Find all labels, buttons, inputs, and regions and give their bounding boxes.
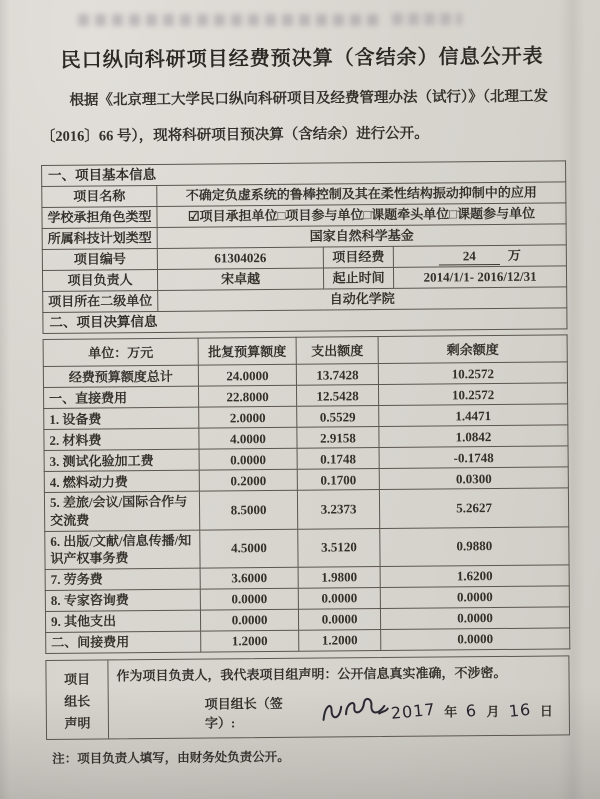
fund-unit: 万 [507, 248, 521, 264]
row-spent: 13.7428 [296, 364, 378, 386]
row-label: 一、直接费用 [44, 387, 199, 409]
row-remaining: 10.2572 [378, 362, 567, 385]
row-approved: 22.8000 [198, 386, 296, 408]
row-spent: 1.2000 [299, 629, 381, 651]
declaration-body [108, 656, 569, 739]
row-approved: 0.0000 [199, 449, 297, 471]
project-number-label: 项目编号 [42, 249, 157, 271]
row-label: 3. 测试化验加工费 [44, 450, 199, 472]
intro-paragraph: 根据《北京理工大学民口纵向科研项目及经费管理办法（试行）》（北理工发〔2016〕66 号），现将科研项目预决算（含结余）进行公开。 [40, 88, 549, 145]
row-spent: 3.2373 [297, 490, 379, 529]
basic-info-table [41, 160, 567, 334]
project-number-value: 61304026 [157, 247, 323, 269]
row-spent: 0.0000 [298, 587, 380, 609]
section-header-budget-info [43, 308, 567, 334]
row-spent: 0.0000 [298, 608, 380, 630]
row-remaining: 0.0000 [381, 628, 570, 651]
section-title: 一、项目基本信息 [42, 161, 566, 187]
row-label: 1. 设备费 [44, 408, 199, 430]
page-title: 民口纵向科研项目经费预决算（含结余）信息公开表 [60, 45, 544, 72]
row-approved: 24.0000 [198, 365, 296, 387]
row-approved: 0.0000 [200, 609, 298, 631]
project-leader-value: 宋卓越 [157, 268, 323, 290]
date-year-suffix: 年 [444, 704, 458, 720]
date-month-suffix: 月 [486, 703, 500, 720]
footnote: 注：项目负责人填写，由财务处负责公开。 [52, 750, 290, 767]
row-label: 6. 出版/文献/信息传播/知识产权事务费 [45, 530, 200, 569]
project-fund-label: 项目经费 [323, 247, 393, 269]
handwritten-signature [317, 690, 392, 733]
row-approved: 0.0000 [200, 588, 298, 610]
row-remaining: 1.6200 [380, 565, 569, 588]
column-header-approved: 批复预算额度 [198, 338, 296, 366]
plan-type-label: 所属科技计划类型 [42, 228, 157, 250]
section-title: 二、项目决算信息 [43, 308, 567, 334]
secondary-unit-label: 项目所在二级单位 [43, 291, 158, 313]
row-label: 7. 劳务费 [45, 568, 200, 590]
declaration-label-line: 声明 [64, 715, 91, 731]
row-label: 二、间接费用 [46, 631, 201, 653]
column-header-remaining: 剩余额度 [378, 335, 567, 364]
date-year: 2017 [389, 699, 437, 723]
row-approved: 4.5000 [200, 529, 298, 568]
row-remaining: -0.1748 [379, 446, 568, 469]
period-value: 2014/1/1- 2016/12/31 [393, 266, 566, 289]
row-spent: 0.1748 [297, 448, 379, 470]
row-label: 2. 材料费 [44, 429, 199, 451]
declaration-label [46, 660, 109, 739]
date-month: 6 [465, 700, 479, 721]
row-remaining: 10.2572 [378, 383, 567, 406]
row-approved: 2.0000 [199, 407, 297, 429]
role-type-checkboxes: ☑项目承担单位□项目参与单位□课题牵头单位□课题参与单位 [157, 203, 566, 228]
declaration-label-line: 组长 [64, 693, 91, 709]
date-day: 16 [507, 699, 532, 721]
row-remaining: 1.4471 [379, 404, 568, 427]
declaration-statement: 作为项目负责人，我代表项目组声明：公开信息真实准确，不涉密。 [116, 664, 507, 684]
declaration-label-line: 项目 [63, 671, 91, 687]
row-label: 经费预算额度总计 [43, 366, 198, 388]
signature-row [117, 691, 561, 733]
row-remaining: 1.0842 [379, 425, 568, 448]
row-spent: 0.1700 [297, 469, 379, 491]
row-label: 9. 其他支出 [45, 610, 200, 632]
project-fund-value [393, 245, 566, 268]
handwritten-date [390, 701, 552, 721]
secondary-unit-value: 自动化学院 [158, 287, 567, 312]
document-page [40, 39, 570, 767]
row-remaining: 5.2627 [379, 488, 568, 528]
table-row [45, 526, 569, 569]
bleed-through-text [78, 14, 378, 26]
row-spent: 12.5428 [296, 385, 378, 407]
project-name-value: 不确定负虚系统的鲁棒控制及其在柔性结构振动抑制中的应用 [157, 182, 566, 207]
plan-type-value: 国家自然科学基金 [157, 224, 566, 249]
period-label: 起止时间 [323, 268, 393, 290]
row-remaining: 0.0000 [380, 607, 569, 630]
row-spent: 1.9800 [298, 566, 380, 588]
row-label: 5. 差旅/会议/国际合作与交流费 [44, 492, 199, 531]
declaration-box [45, 655, 570, 740]
row-spent: 2.9158 [297, 427, 379, 449]
row-remaining: 0.9880 [380, 526, 569, 566]
date-day-suffix: 日 [539, 703, 553, 719]
row-label: 4. 燃料动力费 [44, 471, 199, 493]
table-row [46, 628, 570, 654]
row-remaining: 0.0000 [380, 586, 569, 609]
row-approved: 3.6000 [200, 567, 298, 589]
signature-label: 项目组长（签字）: [204, 696, 283, 732]
row-remaining: 0.0300 [379, 467, 568, 490]
row-spent: 0.5529 [297, 406, 379, 428]
row-approved: 8.5000 [199, 491, 297, 530]
column-header-unit: 单位：万元 [43, 339, 198, 367]
fund-amount: 24 [439, 249, 500, 265]
row-spent: 3.5120 [298, 528, 380, 567]
row-label: 8. 专家咨询费 [45, 589, 200, 611]
row-approved: 4.0000 [199, 428, 297, 450]
bleed-through-text [392, 13, 462, 25]
column-header-spent: 支出额度 [296, 337, 378, 365]
table-row [44, 488, 568, 531]
row-approved: 0.2000 [199, 470, 297, 492]
project-name-label: 项目名称 [42, 186, 157, 208]
project-leader-label: 项目负责人 [42, 270, 157, 292]
row-approved: 1.2000 [201, 630, 299, 652]
role-type-label: 学校承担角色类型 [42, 207, 157, 229]
budget-table [43, 335, 571, 654]
